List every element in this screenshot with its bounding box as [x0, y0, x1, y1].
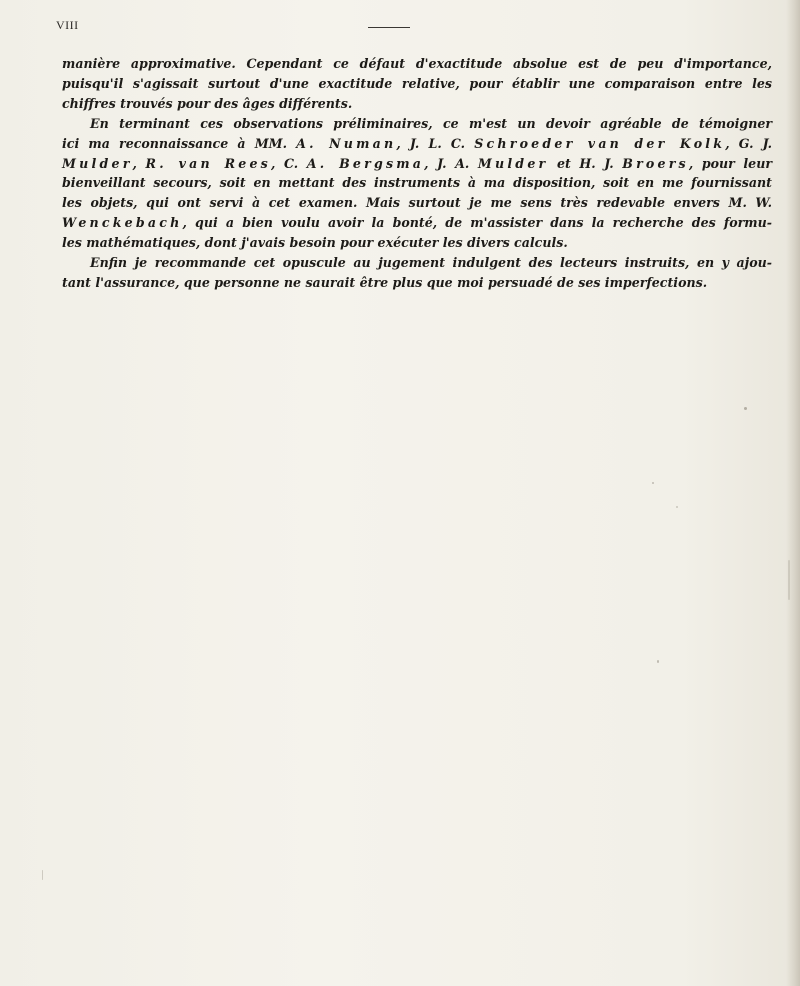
text-line — [62, 213, 772, 233]
text-run: , C. — [270, 155, 307, 171]
paragraph-2 — [62, 114, 772, 253]
text-line: manière approximative. Cependant ce défaut d'exactitude absolue est de peu d'importance, — [62, 56, 772, 71]
person-name: A. Bergsma — [306, 155, 425, 171]
text-line: Enfin je recommande cet opuscule au jugement indulgent des lecteurs instruits, en y ajou- — [90, 255, 772, 271]
text-line: les objets, qui ont servi à cet examen. Mais surtout je me sens très redevable envers M. W. — [62, 195, 772, 211]
text-line: les mathématiques, dont j'avais besoin pour exécuter les divers calculs. — [62, 235, 568, 251]
text-line: tant l'assurance, que personne ne saurait être plus que moi persuadé de ses imperfections. — [62, 274, 708, 290]
text-line: En terminant ces observations préliminaires, ce m'est un devoir agréable de témoigner — [90, 115, 772, 131]
paragraph-1 — [62, 54, 772, 114]
paper-speck — [42, 870, 43, 880]
text-line — [62, 154, 772, 174]
page-number: VIII — [56, 18, 79, 32]
text-run: , — [132, 155, 146, 171]
text-run: , J. A. — [424, 155, 478, 171]
text-line: bienveillant secours, soit en mettant des instruments à ma disposition, soit en me fournissant — [62, 175, 772, 191]
text-line — [62, 134, 772, 154]
person-name: Wenckebach — [62, 215, 183, 231]
text-run: , pour leur — [688, 155, 772, 171]
body-text — [62, 54, 772, 293]
running-head — [56, 18, 756, 38]
person-name: Mulder — [62, 155, 133, 171]
person-name: R. van Rees — [145, 155, 271, 171]
page-edge-shadow — [786, 0, 800, 986]
text-run: et H. J. — [548, 155, 623, 171]
text-run: , J. L. C. — [396, 135, 475, 151]
paragraph-3 — [62, 253, 772, 293]
paper-speck — [657, 660, 659, 663]
person-name: Mulder — [477, 155, 549, 171]
paper-speck — [744, 407, 747, 410]
text-run: , qui a bien voulu avoir la bonté, de m'assister dans la recherche des formu- — [182, 215, 772, 231]
text-line: chiffres trouvés pour des âges différents. — [62, 95, 353, 111]
person-name: Schroeder van der Kolk — [474, 135, 726, 151]
text-line: puisqu'il s'agissait surtout d'une exactitude relative, pour établir une comparaison entre les — [62, 75, 772, 91]
paper-speck — [676, 506, 678, 508]
paper-speck — [788, 560, 790, 600]
text-run: ici ma reconnaissance à MM. — [62, 135, 297, 151]
paper-speck — [652, 482, 654, 484]
person-name: A. Numan — [296, 135, 397, 151]
header-rule — [368, 27, 410, 28]
text-run: , G. J. — [725, 135, 772, 151]
person-name: Broers — [622, 155, 689, 171]
